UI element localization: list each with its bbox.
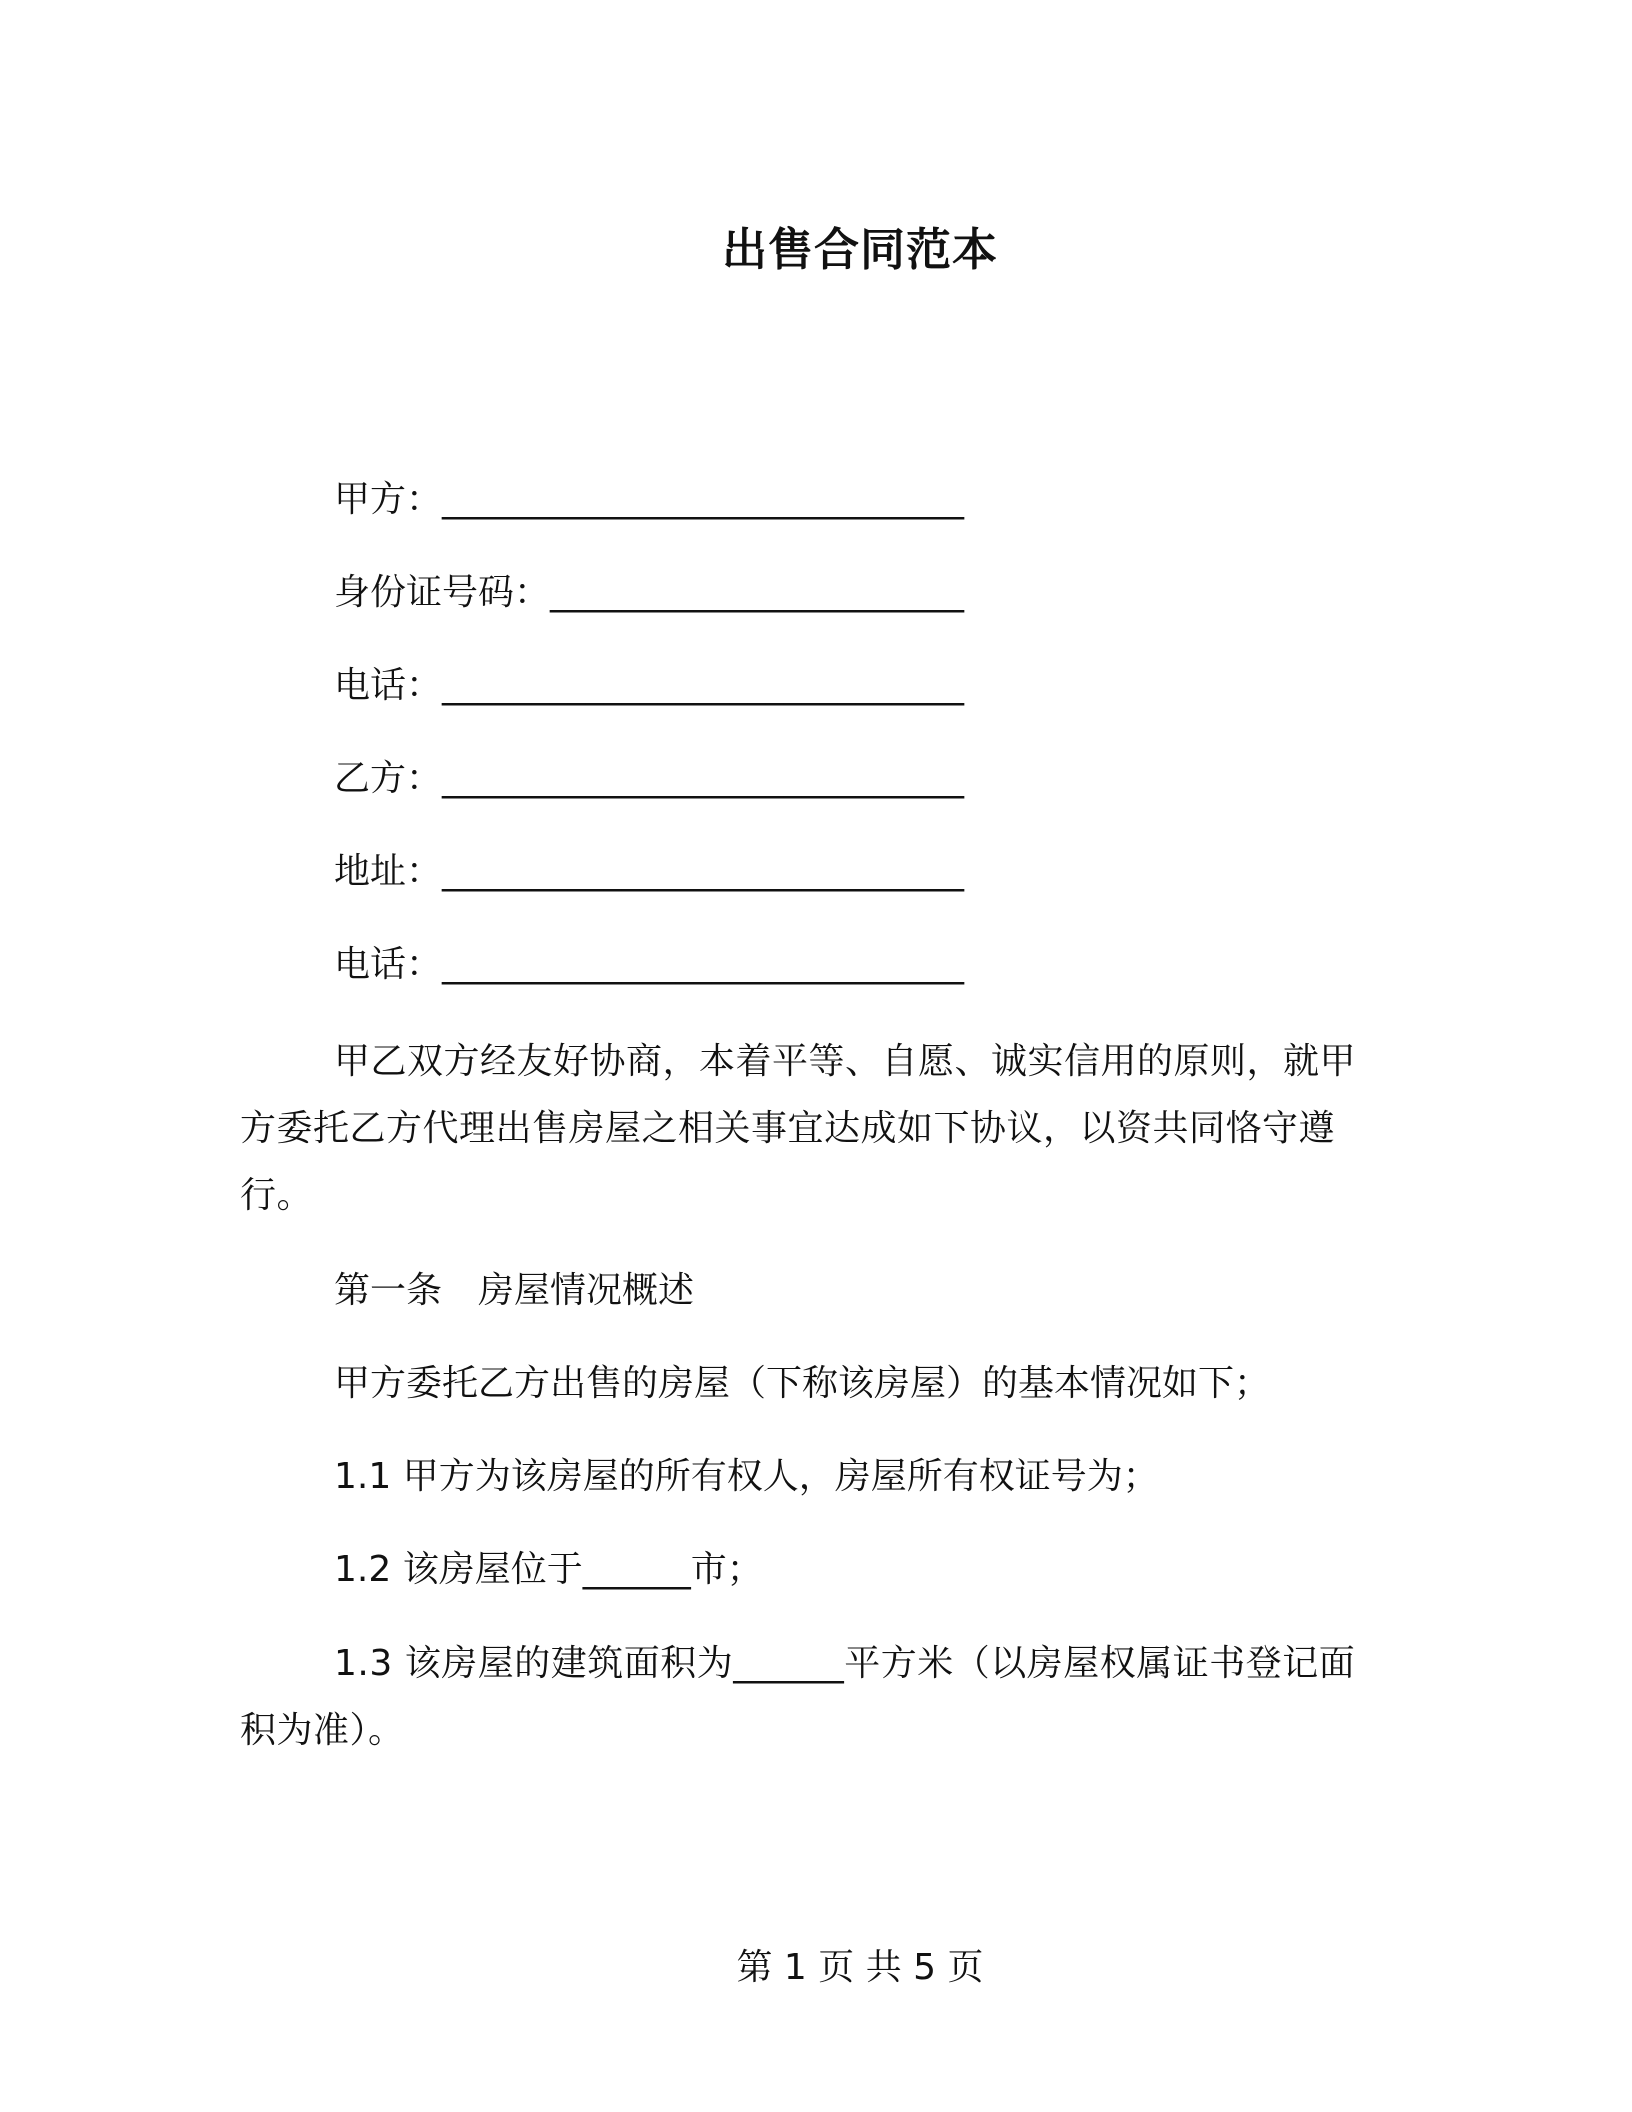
clause-1-3: 1.3 该房屋的建筑面积为______平方米（以房屋权属证书登记面积为准）。 — [240, 1643, 1356, 1751]
article-1-lead: 甲方委托乙方出售的房屋（下称该房屋）的基本情况如下； — [334, 1363, 1271, 1404]
article-1-heading: 第一条 房屋情况概述 — [334, 1270, 695, 1311]
clause-1-2: 1.2 该房屋位于______市； — [334, 1549, 763, 1590]
document-title: 出售合同范本 — [721, 223, 998, 276]
party-b-field: 乙方：_____________________________ — [334, 758, 965, 799]
phone-b-field: 电话：_____________________________ — [334, 944, 965, 985]
party-a-field: 甲方：_____________________________ — [334, 479, 965, 520]
page-indicator: 第 1 页 共 5 页 — [736, 1947, 984, 1988]
clause-1-1: 1.1 甲方为该房屋的所有权人，房屋所有权证号为； — [334, 1456, 1159, 1497]
phone-a-field: 电话：_____________________________ — [334, 665, 965, 706]
intro-paragraph: 甲乙双方经友好协商，本着平等、自愿、诚实信用的原则，就甲方委托乙方代理出售房屋之相关事宜达成如下协议，以资共同恪守遵行。 — [240, 1041, 1357, 1216]
address-field: 地址：_____________________________ — [334, 851, 965, 892]
id-number-field: 身份证号码：_______________________ — [334, 572, 965, 613]
